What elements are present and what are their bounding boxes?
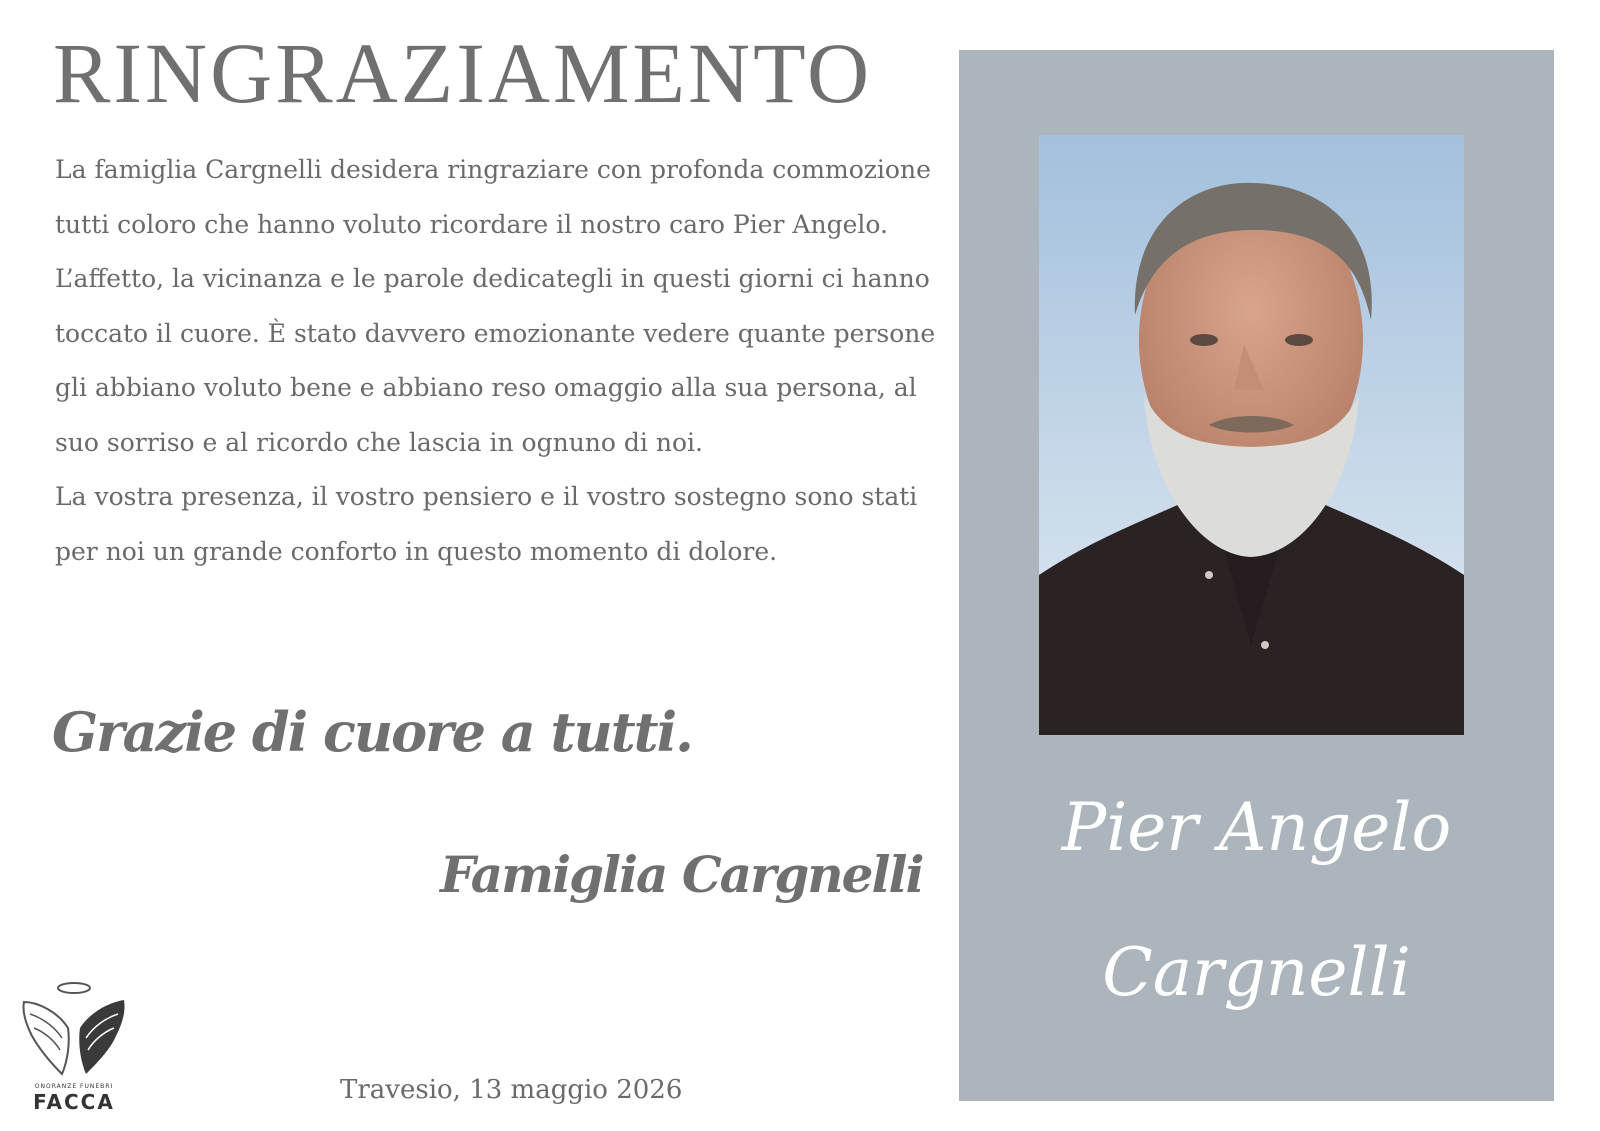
family-signature: Famiglia Cargnelli [440, 845, 923, 904]
logo-name: FACCA [33, 1090, 115, 1114]
closing-text: Grazie di cuore a tutti. [52, 700, 692, 764]
logo-subtitle: ONORANZE FUNEBRI [34, 1083, 114, 1090]
funeral-home-logo [18, 980, 130, 1112]
message-body [55, 143, 950, 579]
deceased-last-name: Cargnelli [1102, 934, 1411, 1011]
place-date: Travesio, 13 maggio 2026 [340, 1075, 683, 1105]
deceased-first-name: Pier Angelo [1061, 789, 1452, 866]
message-paragraph-3: La vostra presenza, il vostro pensiero e il vostro sostegno sono stati per noi un grande conforto in questo momento di dolore. [55, 482, 918, 566]
angel-wings-icon [18, 980, 130, 1080]
page-title: RINGRAZIAMENTO [53, 25, 873, 121]
message-paragraph-1: La famiglia Cargnelli desidera ringraziare con profonda commozione tutti coloro che hanno voluto ricordare il nostro caro Pier Angelo. [55, 155, 931, 239]
portrait-panel [959, 50, 1554, 1101]
message-paragraph-2: L’affetto, la vicinanza e le parole dedicategli in questi giorni ci hanno toccato il cuore. È stato davvero emozionante vedere quante persone gli abbiano voluto bene e abbiano reso omaggio alla sua persona, al suo sorriso e al ricordo che lascia in ognuno di noi. [55, 264, 936, 457]
portrait-photo [1039, 135, 1464, 735]
